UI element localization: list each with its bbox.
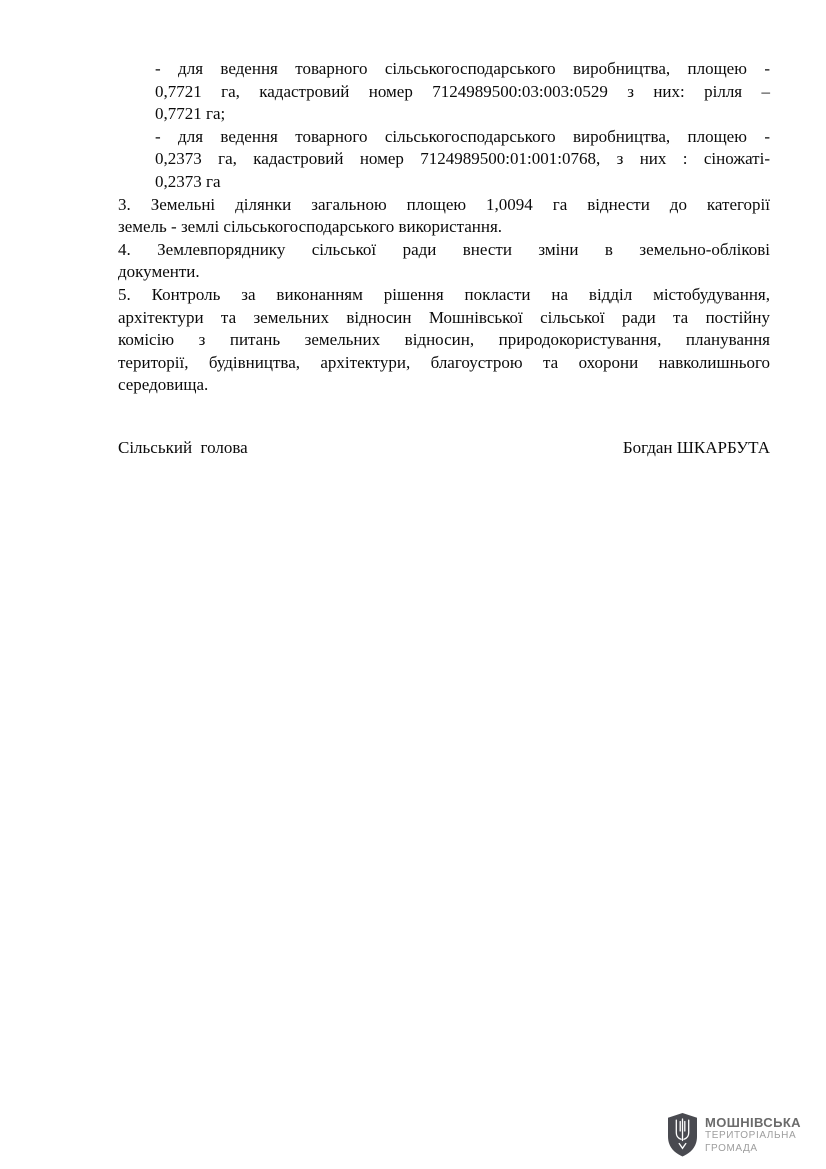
- text-line: 0,7721 га, кадастровий номер 7124989500:03:003:0529 з них: рілля –: [155, 81, 770, 101]
- footer-logo-org-type-1: ТЕРИТОРІАЛЬНА: [705, 1130, 797, 1141]
- text-line: території, будівництва, архітектури, благоустрою та охорони навколишнього: [118, 352, 770, 372]
- text-line: земель - землі сільськогосподарського використання.: [118, 217, 503, 237]
- text-line: - для ведення товарного сільськогосподарського виробництва, площею -: [155, 59, 770, 78]
- footer-logo-org-name: МОШНІВСЬКА: [705, 1114, 801, 1130]
- document-body: [118, 58, 770, 460]
- text-line: 0,2373 га: [155, 171, 221, 191]
- footer-logo-org-type-2: ГРОМАДА: [705, 1143, 758, 1154]
- list-item-parcel-1: [118, 58, 770, 126]
- footer-logo-text: [705, 1116, 801, 1155]
- paragraph-item-3: [118, 194, 770, 239]
- trident-shield-icon: [666, 1112, 699, 1158]
- footer-logo: [666, 1112, 801, 1158]
- text-line: 0,7721 га;: [155, 104, 226, 124]
- paragraph-item-5: [118, 284, 770, 397]
- signature-block: [118, 437, 770, 460]
- text-line: 4. Землевпоряднику сільської ради внести зміни в земельно-облікові: [118, 239, 770, 259]
- text-line: 5. Контроль за виконанням рішення покласти на відділ містобудування,: [118, 284, 770, 304]
- text-line: 0,2373 га, кадастровий номер 7124989500:01:001:0768, з них : сіножаті-: [155, 149, 770, 169]
- paragraph-item-4: [118, 239, 770, 284]
- text-line: архітектури та земельних відносин Мошнівської сільської ради та постійну: [118, 307, 770, 327]
- text-line: документи.: [118, 262, 200, 282]
- signature-name: Богдан ШКАРБУТА: [622, 437, 770, 457]
- text-line: комісію з питань земельних відносин, природокористування, планування: [118, 330, 770, 350]
- signature-title: Сільський голова: [118, 437, 248, 457]
- list-item-parcel-2: [118, 126, 770, 194]
- text-line: - для ведення товарного сільськогосподарського виробництва, площею -: [155, 126, 770, 146]
- text-line: 3. Земельні ділянки загальною площею 1,0094 га віднести до категорії: [118, 194, 770, 214]
- text-line: середовища.: [118, 375, 209, 395]
